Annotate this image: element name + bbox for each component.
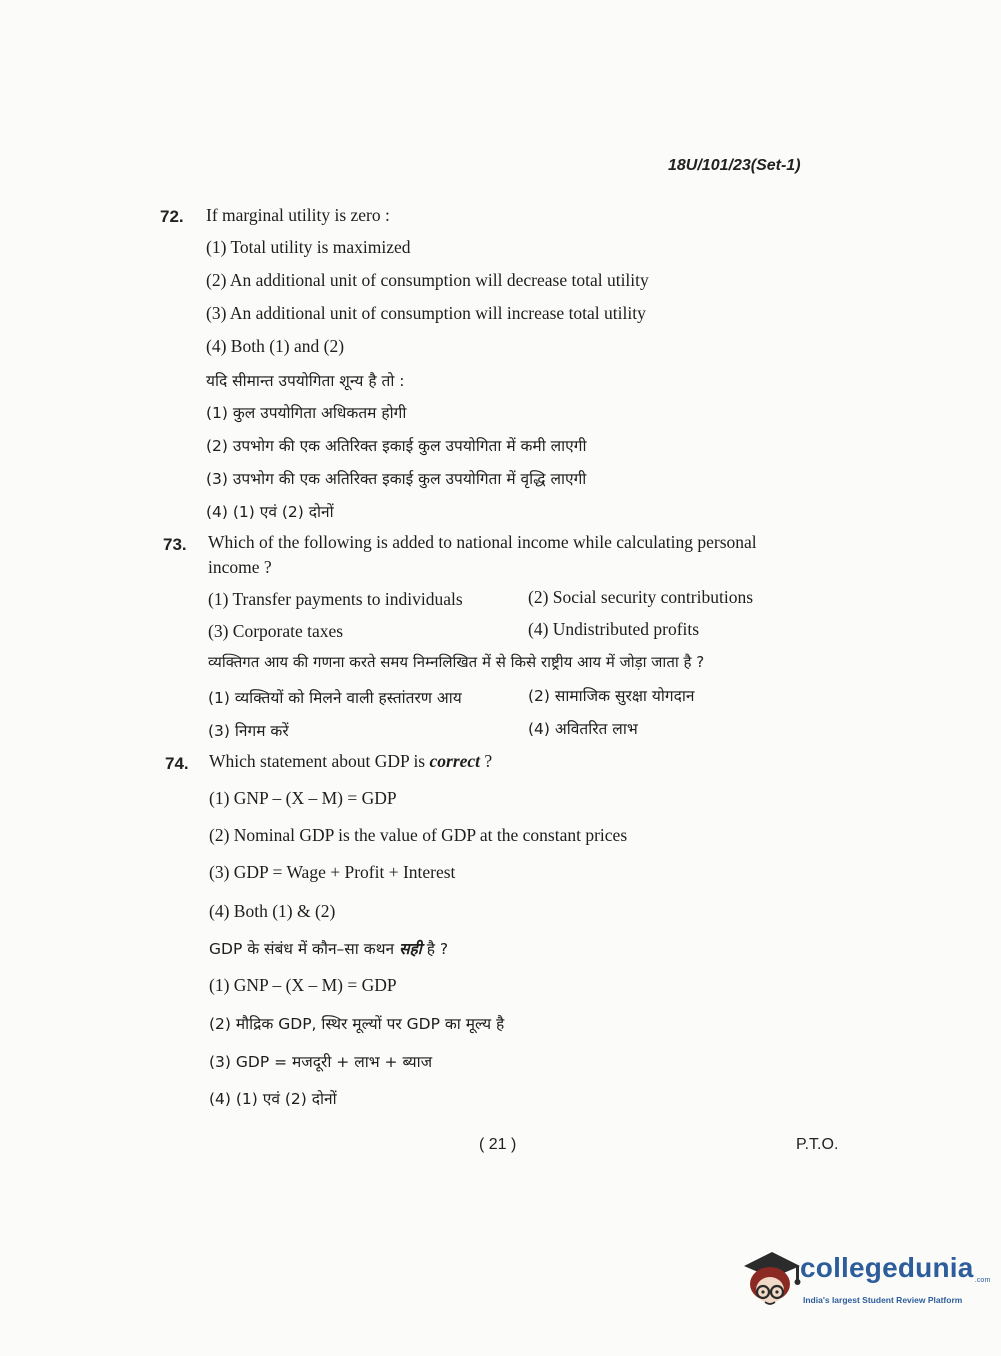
- option-hi: (3) निगम करें: [208, 722, 289, 740]
- option-en: (4) Both (1) and (2): [206, 336, 345, 356]
- option-en: (3) An additional unit of consumption will increase total utility: [206, 303, 646, 323]
- option-en: (2) Nominal GDP is the value of GDP at the constant prices: [209, 825, 628, 845]
- question-text-en: If marginal utility is zero :: [206, 205, 390, 225]
- option-hi: (1) कुल उपयोगिता अधिकतम होगी: [206, 404, 407, 422]
- option-en: (4) Both (1) & (2): [209, 901, 336, 921]
- option-en: (1) GNP – (X – M) = GDP: [209, 788, 397, 808]
- page-number: ( 21 ): [479, 1136, 517, 1153]
- option-hi: (1) व्यक्तियों को मिलने वाली हस्तांतरण आय: [208, 689, 462, 707]
- option-hi: (2) उपभोग की एक अतिरिक्त इकाई कुल उपयोगिता में कमी लाएगी: [206, 437, 587, 455]
- paper-code: 18U/101/23(Set-1): [668, 157, 801, 174]
- option-en: (2) Social security contributions: [528, 587, 754, 607]
- question-number: 73.: [163, 535, 187, 554]
- option-hi: (2) सामाजिक सुरक्षा योगदान: [528, 687, 695, 705]
- logo-tagline: India's largest Student Review Platform: [803, 1295, 963, 1305]
- option-hi: (3) GDP = मजदूरी + लाभ + ब्याज: [209, 1053, 433, 1071]
- option-en: (2) An additional unit of consumption will decrease total utility: [206, 270, 649, 290]
- logo-suffix: .com: [974, 1277, 991, 1284]
- option-en: (1) Total utility is maximized: [206, 237, 411, 257]
- option-en: (3) GDP = Wage + Profit + Interest: [209, 862, 456, 882]
- pto-label: P.T.O.: [796, 1136, 839, 1153]
- option-hi: (3) उपभोग की एक अतिरिक्त इकाई कुल उपयोगिता में वृद्धि लाएगी: [206, 470, 587, 488]
- question-text-en: income ?: [208, 557, 272, 577]
- option-en: (1) Transfer payments to individuals: [208, 589, 463, 609]
- question-text-hi: व्यक्तिगत आय की गणना करते समय निम्नलिखित में से किसे राष्ट्रीय आय में जोड़ा जाता है ?: [208, 653, 705, 671]
- question-number: 74.: [165, 754, 189, 773]
- logo-name: collegedunia: [800, 1252, 974, 1283]
- question-text-hi: यदि सीमान्त उपयोगिता शून्य है तो :: [206, 372, 405, 390]
- question-text-hi: GDP के संबंध में कौन–सा कथन सही है ?: [209, 940, 449, 958]
- option-hi: (4) (1) एवं (2) दोनों: [209, 1090, 337, 1108]
- mascot-icon: [740, 1248, 802, 1314]
- option-en: (4) Undistributed profits: [528, 619, 700, 639]
- question-number: 72.: [160, 207, 184, 226]
- option-hi: (1) GNP – (X – M) = GDP: [209, 975, 397, 995]
- question-text-en: Which of the following is added to national income while calculating personal: [208, 532, 757, 552]
- option-hi: (4) अवितरित लाभ: [528, 720, 638, 738]
- question-text-en: Which statement about GDP is correct ?: [209, 751, 493, 771]
- option-en: (3) Corporate taxes: [208, 621, 344, 641]
- option-hi: (4) (1) एवं (2) दोनों: [206, 503, 334, 521]
- option-hi: (2) मौद्रिक GDP, स्थिर मूल्यों पर GDP का मूल्य है: [209, 1015, 505, 1033]
- collegedunia-logo: [740, 1248, 991, 1314]
